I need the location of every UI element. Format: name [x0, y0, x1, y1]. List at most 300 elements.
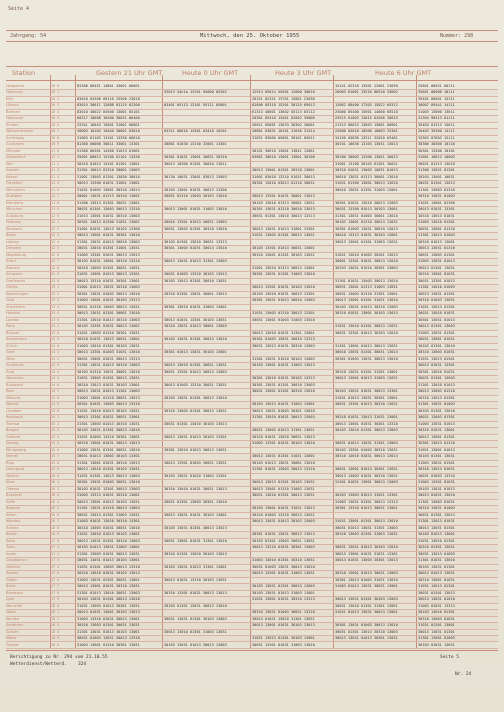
- station-number: 14 3: [51, 363, 60, 368]
- obs-cell: 30301 13010 01013 30013 13031: [164, 447, 227, 452]
- station-name: Malta: [6, 636, 16, 640]
- obs-cell: 31031 13003 01301 30013 13031: [77, 376, 140, 381]
- obs-cell: 30013 13001 01301: [418, 434, 455, 439]
- station-name: Bremen: [6, 109, 21, 114]
- obs-cell: 30103 13031 01301 30013 13010: [164, 395, 227, 400]
- obs-cell: 30301 13031 01003 30013 13010: [335, 623, 398, 628]
- station-number: 13 5: [51, 311, 60, 316]
- table-top-rule: [6, 66, 498, 67]
- obs-cell: 25601 00551 60111: [418, 84, 455, 88]
- obs-cell: 31003 13031 01301: [418, 460, 455, 465]
- obs-cell: 30103 13031 01013 31003 13001: [252, 590, 315, 595]
- obs-cell: 31301 13013 01031: [418, 519, 455, 524]
- obs-cell: 31301 01013 13010 30031 13003: [77, 590, 140, 595]
- station-name: Korsika: [6, 616, 19, 621]
- obs-cell: [252, 603, 333, 609]
- obs-cell: 30013 13001 01031 30103 13013: [252, 623, 315, 628]
- obs-cell: 30013 01031 13003 30301 13013: [335, 558, 398, 563]
- obs-cell: 30301 01003 13031 30010 13013: [335, 226, 398, 231]
- obs-cell: 30031 13010 01031: [418, 311, 455, 316]
- obs-cell: 30301 13013 01310: [418, 441, 455, 446]
- station-number: 15 1: [51, 415, 60, 420]
- obs-cell: [164, 375, 250, 381]
- obs-cell: 30103 13301 01031 30013 13001: [77, 324, 140, 329]
- obs-cell: 31031 01013 13031 30301 13001: [335, 395, 398, 400]
- obs-cell: 30003 10103 15040 30001 03018: [77, 129, 140, 134]
- obs-cell: 30301 01031 13003 30013 13310: [77, 402, 140, 407]
- obs-cell: 30103 13031 01301 30013 13013: [164, 525, 227, 530]
- station-number: 10 4: [51, 109, 60, 114]
- obs-cell: 31031 13013 01301: [418, 356, 455, 361]
- obs-cell: 31301 13031 01003 30001 13010: [335, 213, 398, 218]
- obs-cell: 30103 13031 01301 30013 13010: [77, 428, 140, 433]
- obs-cell: 30301 13010 01031 31003 13001: [164, 304, 227, 309]
- obs-cell: [164, 297, 250, 303]
- station-number: 13 4: [51, 304, 60, 309]
- obs-cell: 31301 13031 01310 30013 13003: [77, 506, 140, 511]
- obs-cell: 30310 01301 13031: [418, 545, 455, 550]
- issue-date: Mittwoch, den 25. Oktober 1955: [200, 33, 300, 39]
- obs-cell: 31003 13031 01013: [418, 421, 455, 426]
- obs-cell: 31003 13031 01301 30031 13010: [77, 447, 140, 452]
- station-number: 18 3: [51, 623, 60, 628]
- obs-cell: 30310 13031 01013 30001 13003: [164, 324, 227, 329]
- station-number: 14 1: [51, 350, 60, 355]
- station-name: Augsburg: [6, 213, 24, 218]
- station-number: 14 7: [51, 389, 60, 394]
- obs-cell: 31003 13031 01013: [418, 259, 455, 264]
- obs-cell: [164, 427, 250, 433]
- obs-cell: 30013 13310 01031 30301 13003: [252, 545, 315, 550]
- obs-cell: 30103 13031 01031 30013 13301: [335, 389, 398, 394]
- obs-cell: 30031 13010 01301 31301 13001: [335, 603, 398, 608]
- obs-cell: 30301 13310 01013 30031 13001: [335, 506, 398, 511]
- obs-cell: 30103 13013 01031 31003 13001: [252, 402, 315, 407]
- station-number: 14 6: [51, 382, 60, 387]
- obs-cell: 30013 13301 01003 31031 13010: [77, 350, 140, 355]
- obs-cell: 30013 13001 01301 31003 13031: [335, 239, 398, 244]
- obs-cell: 21313 06015 13003 15801 08001: [335, 122, 398, 127]
- station-number: 16 5: [51, 506, 60, 511]
- obs-cell: 81360 00008 30811 33001 13301: [77, 142, 140, 147]
- station-name: Königsberg: [6, 447, 26, 452]
- station-number: 13 8: [51, 330, 60, 335]
- obs-cell: 30301 01013 13031 30103 13001: [164, 350, 227, 355]
- station-name: Konstanz: [6, 226, 23, 231]
- obs-cell: 31003 13310 01031 30013 13001: [77, 616, 140, 621]
- station-number: 11 2: [51, 161, 60, 166]
- page-number: Seite 4: [8, 6, 30, 12]
- obs-cell: 83010 40022 04500 13001 05101: [77, 109, 140, 114]
- station-name: Oslo: [6, 298, 14, 303]
- obs-cell: 30103 01301 13031 30013 13010: [164, 603, 227, 608]
- obs-cell: 30031 01003 13031 30013 13310: [77, 636, 140, 640]
- obs-cell: 30310 13013 01031: [418, 467, 455, 472]
- obs-cell: 31301 13031 01013 30310 13003: [77, 363, 140, 368]
- station-number: 13 3: [51, 298, 60, 303]
- obs-cell: 30310 13013 01301: [418, 395, 455, 400]
- obs-cell: 30310 13001 01031: [418, 272, 455, 277]
- obs-cell: 30010 13313 01031 30103 13001: [335, 233, 398, 238]
- obs-cell: 53013 34n1a 13101 05000 05302: [164, 90, 227, 95]
- station-name: London: [6, 317, 20, 322]
- station-name: Köln: [6, 161, 14, 166]
- obs-cell: 31301 13031 01013 30010 13003: [77, 239, 140, 244]
- station-number: 14 5: [51, 376, 60, 381]
- obs-cell: 30013 13031 01301 30310 13003: [77, 538, 140, 543]
- obs-cell: 30301 01031 13010 30013 13003: [335, 200, 398, 205]
- obs-cell: [335, 245, 416, 251]
- obs-cell: 30013 10300 01301 30010 13011: [164, 161, 227, 166]
- obs-cell: 30310 13001 01301 30103 13031: [252, 252, 315, 257]
- station-number: 15 2: [51, 421, 60, 426]
- obs-cell: 30103 01301 13010: [418, 408, 455, 413]
- obs-cell: 31031 01301 13003 30013 13310: [77, 564, 140, 569]
- obs-cell: 30031 13001 01013 30301 13031: [335, 467, 398, 472]
- obs-cell: 30301 01031 13031 30013 13013: [252, 532, 315, 537]
- obs-cell: 30013 13001 01301 31031 13010: [335, 298, 398, 303]
- obs-cell: 30031 13001 01301 30310 13010: [252, 389, 315, 394]
- obs-cell: [164, 252, 250, 258]
- obs-cell: 30103 01310 13031 30001 13010: [77, 369, 140, 374]
- obs-cell: 31003 13301 01031 30013 13013: [77, 252, 140, 257]
- obs-cell: 31301 01031 13003 30013 13010: [335, 278, 398, 283]
- obs-cell: 35403 01313 15611: [418, 122, 455, 127]
- obs-cell: 30310 13003 01301 30031 13031: [77, 623, 140, 628]
- station-name: Nizza: [6, 610, 16, 615]
- obs-cell: [164, 213, 250, 219]
- obs-cell: [252, 278, 333, 284]
- obs-cell: 30310 13001 01031: [418, 577, 455, 582]
- station-name: Emden: [6, 122, 19, 127]
- obs-cell: 30103 01031 13301 30013 13003: [77, 486, 140, 491]
- obs-cell: 30031 13301 01013 30103 13010: [335, 330, 398, 335]
- obs-cell: 30103 13031 01013: [418, 486, 455, 491]
- station-name: Amsterdam: [6, 337, 27, 342]
- station-name: Moskau: [6, 473, 20, 478]
- station-number: 10 0: [51, 84, 60, 88]
- obs-cell: 30010 13031 01313 30001 13010: [335, 174, 398, 179]
- station-number: 16 7: [51, 519, 60, 524]
- station-name: Erfurt: [6, 259, 17, 264]
- obs-cell: 31003 13301 01031 30103 13010: [252, 441, 315, 446]
- obs-cell: 30301 01031 13001 30031 30310: [164, 155, 227, 160]
- obs-cell: 31031 13003 01013 30301 13031: [77, 603, 140, 608]
- obs-cell: [164, 284, 250, 290]
- station-name: Istanbul: [6, 519, 21, 524]
- station-number: 11 8: [51, 200, 60, 205]
- obs-cell: 31301 13010 01013 30310 13003: [77, 317, 140, 322]
- obs-cell: 39401 06601 15111: [418, 96, 455, 101]
- station-name: Schleswig: [6, 135, 24, 140]
- obs-cell: 30013 13003 01310: [418, 389, 455, 394]
- obs-cell: 30013 13031 01013 30103 13003: [252, 519, 315, 524]
- obs-cell: 30013 13301 01003 30031 13031: [164, 460, 227, 465]
- station-name: Sizilien: [6, 629, 19, 634]
- station-name: Paris: [6, 324, 15, 329]
- obs-cell: 31001 03010 13310 01031 30013: [252, 174, 315, 179]
- obs-cell: 30031 01301 13013: [418, 590, 455, 595]
- table-bottom-rule: [6, 650, 498, 651]
- obs-cell: 31003 01031 13313: [418, 603, 455, 608]
- obs-cell: 30013 01031 13010 31301 13031: [252, 616, 315, 621]
- station-name: Düsseldorf: [6, 155, 26, 160]
- obs-cell: 31001 01013 13031 30310 13003: [77, 285, 140, 290]
- obs-cell: 20801 03031 10101 31036 31314: [252, 129, 315, 134]
- obs-cell: 35001 00013 13100 01101 13330: [77, 155, 140, 160]
- obs-cell: 31301 13003 01013 30310 13031: [77, 421, 140, 426]
- station-number: 16 4: [51, 499, 60, 504]
- obs-cell: 30010 13031 01301 30031 13013: [335, 350, 398, 355]
- station-name: Stuttgart: [6, 194, 23, 199]
- obs-cell: 30013 01031 13301: [418, 363, 455, 368]
- station-name: Brüssel: [6, 330, 20, 335]
- obs-cell: 31003 13001 01031 30103 13313: [77, 298, 140, 303]
- obs-cell: 30310 13003 01301 30013 13031: [164, 408, 227, 413]
- obs-cell: [252, 323, 333, 329]
- obs-cell: [252, 447, 333, 453]
- obs-cell: 30013 01301 13003: [418, 324, 455, 329]
- station-number: 17 2: [51, 551, 60, 556]
- obs-cell: 30310 01013 13101 01301 13001: [77, 161, 140, 166]
- station-name: Rom: [6, 389, 15, 394]
- obs-cell: 31031 01013 13031 30013 13001: [335, 610, 398, 615]
- station-number: 11 0: [51, 148, 60, 153]
- obs-cell: 30013 13001 01310 31003 13031: [252, 486, 315, 491]
- obs-cell: [252, 551, 333, 557]
- obs-cell: 30301 13010 03013 01310 30031: [252, 181, 315, 186]
- obs-cell: [252, 304, 333, 310]
- station-number: 14 0: [51, 343, 60, 348]
- obs-cell: 31003 13301 01031: [418, 480, 455, 485]
- station-name: Reykjavik: [6, 415, 24, 420]
- obs-cell: 31301 13010 01031 30013 13003: [252, 415, 315, 420]
- station-number: 13 7: [51, 324, 60, 329]
- obs-cell: 30031 01301 13003: [418, 376, 455, 381]
- nummer: Nummer: 298: [440, 33, 474, 39]
- obs-cell: [164, 122, 250, 128]
- obs-cell: [335, 512, 416, 518]
- obs-cell: 30031 13013 01031 30310 13003: [252, 343, 315, 348]
- station-name: Kopenhagen: [6, 291, 29, 296]
- station-number: 16 6: [51, 512, 60, 517]
- station-number: 10 6: [51, 122, 60, 127]
- obs-cell: 35601 06000 18111: [418, 90, 455, 95]
- obs-cell: 30103 13031 01013 31301 13001: [164, 564, 227, 569]
- obs-cell: [335, 336, 416, 342]
- station-number: 18 0: [51, 603, 60, 608]
- station-name: Danzig: [6, 441, 19, 446]
- station-number: 15 3: [51, 428, 60, 433]
- obs-cell: 30310 13031 01003: [418, 506, 455, 511]
- obs-cell: 30103 13031 01013 30013 13003: [164, 642, 227, 647]
- obs-cell: 30013 13031 01013 31301 13003: [77, 389, 140, 394]
- obs-cell: 30013 13310 01031 30301 13001: [77, 278, 140, 283]
- obs-cell: 30013 01031 13001 30103 13013: [77, 610, 140, 615]
- obs-cell: 31003 13031 01301: [418, 330, 455, 335]
- obs-cell: 30103 13031 01010 30301 13003: [335, 265, 398, 270]
- obs-cell: 31031 01003 13001 30310 13013: [77, 187, 140, 192]
- obs-cell: 20403 35360 14111: [418, 129, 455, 134]
- obs-cell: [335, 616, 416, 622]
- obs-cell: 30103 13010 01301 30013 13003: [335, 428, 398, 433]
- obs-cell: 30103 01013 13031 31003 13001: [77, 545, 140, 550]
- obs-cell: 30031 13003 01310 31301 13001: [335, 291, 398, 296]
- obs-cell: 30013 13301 01031 31003 13031: [252, 571, 315, 576]
- obs-cell: 30031 13003 01301: [418, 415, 455, 420]
- obs-cell: 30013 01031 13301 30103 13031: [164, 317, 227, 322]
- station-name: Mailand: [6, 395, 21, 400]
- obs-cell: 30031 01013 13031 31301 13003: [335, 525, 398, 530]
- obs-cell: 31001 13010 01313 30013 13001: [252, 265, 315, 270]
- section-header-2: Heute 0 Uhr GMT: [182, 69, 239, 77]
- obs-cell: 30103 13003 01013 31031 13301: [335, 493, 398, 498]
- station-number: 11 9: [51, 207, 60, 212]
- obs-cell: 30013 13001 01031 30301 13310: [335, 421, 398, 426]
- obs-cell: 30013 13010 01031 31301 13001: [252, 330, 315, 335]
- obs-cell: 30013 01031 13310 30103 13031: [164, 577, 227, 582]
- station-name: Cuxhaven: [6, 142, 25, 147]
- obs-cell: 30310 01031 13001: [418, 428, 455, 433]
- obs-cell: 30031 01301 13010 30013 13313: [252, 213, 315, 218]
- obs-cell: 30103 13013 01301 30010 13031: [164, 278, 227, 283]
- obs-cell: [164, 531, 250, 537]
- station-name: Prag: [6, 369, 15, 374]
- station-name: Görlitz: [6, 285, 18, 290]
- obs-cell: 30301 13013 01003 31031 13010: [335, 577, 398, 582]
- station-name: Helgoland: [6, 84, 25, 88]
- footer-code: 324: [78, 662, 87, 667]
- obs-cell: 30013 13001 01031 30310 13031: [77, 584, 140, 589]
- obs-cell: 30103 13001 01031 31003 13013: [252, 363, 315, 368]
- obs-cell: 31304 90313 01111: [418, 116, 455, 121]
- station-name: Hannover: [6, 116, 24, 121]
- obs-cell: 30103 13031 01010 31003 13301: [164, 473, 227, 478]
- station-name: Berlin: [6, 233, 17, 238]
- obs-cell: 30103 13001 10031: [418, 174, 455, 179]
- obs-cell: 30013 13301 01031 30103 13010: [252, 285, 315, 290]
- station-name: Bordeaux: [6, 590, 24, 595]
- obs-cell: 31301 13003 01031: [418, 499, 455, 504]
- station-name: Schwerin: [6, 272, 23, 277]
- station-number: 17 4: [51, 564, 60, 569]
- obs-cell: 30031 13001 01031 30013 13313: [77, 356, 140, 361]
- station-number: 13 9: [51, 337, 60, 342]
- station-number: 14 8: [51, 395, 60, 400]
- station-name: Gotland: [6, 434, 21, 439]
- station-name: Bergen: [6, 428, 19, 433]
- obs-cell: 31003 13010 01301 30310 13031: [252, 558, 315, 563]
- station-number: 14 9: [51, 402, 60, 407]
- station-name: Lübeck: [6, 103, 19, 108]
- station-number: 16 8: [51, 525, 60, 530]
- obs-cell: 30310 01301 13031 30001 13013: [164, 291, 227, 296]
- obs-cell: [252, 141, 333, 147]
- obs-cell: 25000 05400 15601 14600 05510: [335, 109, 398, 114]
- obs-cell: 30103 13031 01301 30013 13010: [77, 597, 140, 602]
- obs-cell: 30013 13301 01031 30001 13013: [252, 194, 315, 199]
- obs-cell: [252, 161, 333, 167]
- obs-cell: 30031 01310 13003 30103 13010: [164, 194, 227, 199]
- obs-cell: [252, 369, 333, 375]
- obs-cell: 30301 01003 13031 30010 13313: [252, 337, 315, 342]
- station-number: 12 6: [51, 252, 60, 257]
- obs-cell: 31013 13001 01031 30310 13003: [77, 213, 140, 218]
- obs-cell: 31003 13001 01310 30301 13031: [77, 642, 140, 647]
- obs-cell: 31003 13010 01301 30103 13031: [77, 343, 140, 348]
- obs-cell: 83018 04300 09116 25500 23018: [77, 96, 140, 101]
- obs-cell: 31301 01031 13001 30013 13003: [335, 480, 398, 485]
- obs-cell: 30031 13003 01301 30310 13010: [164, 226, 227, 231]
- station-number: 12 2: [51, 226, 60, 231]
- obs-cell: 30013 13001 01301 30310 13001: [252, 168, 315, 173]
- station-number: 12 1: [51, 220, 60, 225]
- obs-cell: 30031 13300 01013 30103 13001: [335, 207, 398, 212]
- table-head-rule: [6, 80, 498, 81]
- station-number: 18 6: [51, 642, 60, 647]
- obs-cell: 30310 13003 01031: [418, 350, 455, 355]
- obs-cell: 30301 13010 01031: [418, 369, 455, 374]
- obs-cell: 30031 01003 13310 30103 13013: [164, 272, 227, 277]
- station-number: 17 8: [51, 590, 60, 595]
- obs-cell: [164, 440, 250, 446]
- obs-cell: 31031 13010 01013 30103 13031: [77, 408, 140, 413]
- section-header-3: Heute 3 Uhr GMT: [275, 69, 332, 77]
- obs-cell: 31301 13001 01031 30310 13013: [77, 460, 140, 465]
- station-number: 10 2: [51, 96, 60, 101]
- obs-cell: 30103 13301 01003 30310 13031: [335, 447, 398, 452]
- station-name: Greifswald: [6, 278, 25, 283]
- station-name: Genf: [6, 350, 15, 355]
- station-name: Zürich: [6, 343, 18, 348]
- station-number: 12 3: [51, 233, 60, 238]
- station-name: Nürnberg: [6, 200, 23, 205]
- obs-cell: 31001 01031 13013 30103 13300: [77, 226, 140, 231]
- obs-cell: 30013 13001 01031 30301 13010: [77, 233, 140, 238]
- obs-cell: 31031 13010 01301 30013 13031: [335, 324, 398, 329]
- station-number: 14 4: [51, 369, 60, 374]
- obs-cell: 30310 01301 13010 30103 13013: [164, 551, 227, 556]
- station-name: Helsinki: [6, 311, 21, 316]
- station-number: 17 9: [51, 597, 60, 602]
- obs-cell: [164, 596, 250, 602]
- obs-cell: 30180 30003 13300 13041 30013: [335, 155, 398, 160]
- station-name: Tunis: [6, 545, 16, 550]
- obs-cell: [252, 421, 333, 427]
- obs-cell: 31003 13031 01301 30013 13313: [335, 499, 398, 504]
- station-number: 16 2: [51, 486, 60, 491]
- obs-cell: 30031 13003 01013 31301 13031: [252, 428, 315, 433]
- obs-cell: 31031 13001 01013: [418, 447, 455, 452]
- obs-cell: 31031 13013 01301: [418, 584, 455, 589]
- station-number: 11 5: [51, 181, 60, 186]
- obs-cell: 30013 13031 01013 31001 13301: [252, 226, 315, 231]
- obs-cell: 30013 13001 01031 31003 13010: [164, 207, 227, 212]
- obs-cell: 30310 01031 13001 30103 13013: [335, 311, 398, 316]
- obs-cell: 30310 13003 01031 30031 13010: [77, 525, 140, 530]
- obs-cell: 26011 05081 13033 36302 36001: [252, 122, 315, 127]
- obs-cell: 30013 13031 01013 31301 13003: [164, 259, 227, 264]
- obs-cell: 30013 13031 01003 30301 13010: [252, 408, 315, 413]
- obs-cell: 30031 13301 01013 30013 13003: [164, 369, 227, 374]
- obs-cell: 30310 01013 13001: [418, 239, 455, 244]
- obs-cell: 30031 01013 13031 31301 13003: [335, 441, 398, 446]
- station-name: Freiburg: [6, 220, 21, 225]
- station-number: 18 2: [51, 616, 60, 621]
- footer-service: Wetterdienst/Wetterd.: [10, 662, 67, 667]
- obs-cell: 31031 13013 01301 30103 13001: [252, 636, 315, 640]
- obs-cell: 30013 13031 01310: [418, 246, 455, 251]
